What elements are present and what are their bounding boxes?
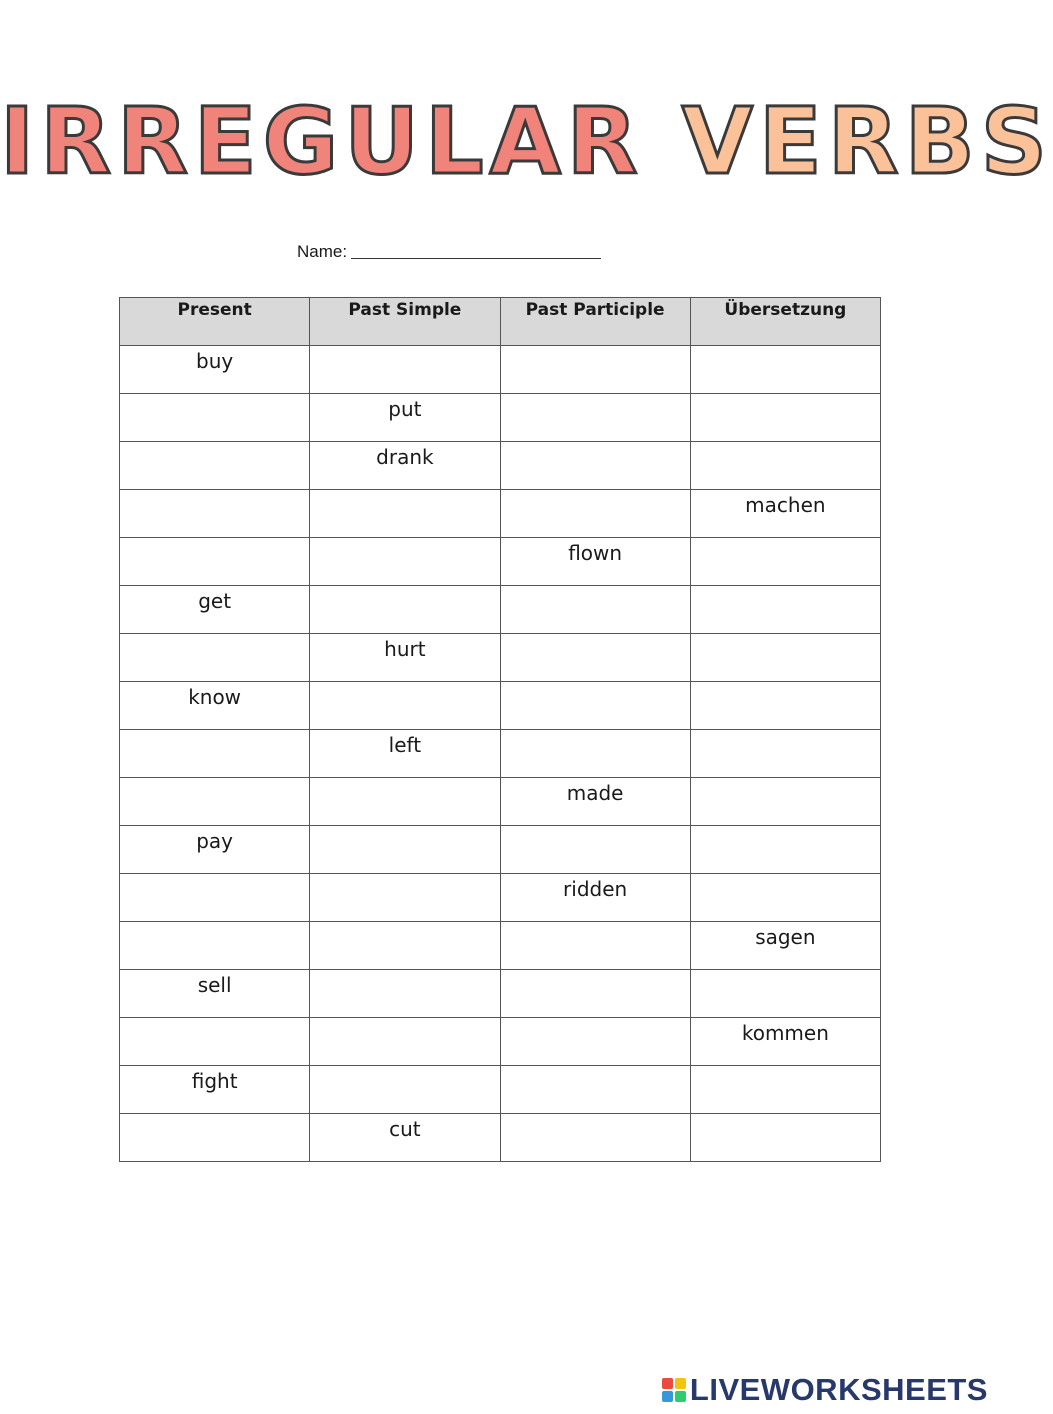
cell-translation[interactable]	[690, 970, 880, 1018]
cell-present[interactable]	[120, 874, 310, 922]
cell-past-participle[interactable]	[500, 1114, 690, 1162]
cell-translation: machen	[690, 490, 880, 538]
cell-present: fight	[120, 1066, 310, 1114]
cell-translation: sagen	[690, 922, 880, 970]
cell-past-participle[interactable]	[500, 826, 690, 874]
cell-past-simple: put	[310, 394, 500, 442]
cell-past-participle[interactable]	[500, 970, 690, 1018]
cell-past-participle: ridden	[500, 874, 690, 922]
cell-past-simple[interactable]	[310, 922, 500, 970]
table-row	[120, 1114, 881, 1162]
table-row	[120, 442, 881, 490]
cell-translation[interactable]	[690, 538, 880, 586]
table-header-row	[120, 298, 881, 346]
cell-translation[interactable]	[690, 1114, 880, 1162]
cell-translation[interactable]	[690, 730, 880, 778]
cell-past-participle[interactable]	[500, 1066, 690, 1114]
table-row	[120, 922, 881, 970]
table-row	[120, 1018, 881, 1066]
cell-past-simple[interactable]	[310, 538, 500, 586]
cell-translation[interactable]	[690, 682, 880, 730]
table-row	[120, 970, 881, 1018]
table-row	[120, 538, 881, 586]
header-translation: Übersetzung	[690, 298, 880, 346]
liveworksheets-logo-icon	[662, 1378, 686, 1402]
cell-present: sell	[120, 970, 310, 1018]
cell-present[interactable]	[120, 538, 310, 586]
cell-past-simple[interactable]	[310, 1066, 500, 1114]
cell-present[interactable]	[120, 490, 310, 538]
header-past-simple: Past Simple	[310, 298, 500, 346]
table-row	[120, 778, 881, 826]
header-past-participle: Past Participle	[500, 298, 690, 346]
cell-past-simple[interactable]	[310, 346, 500, 394]
cell-past-simple: cut	[310, 1114, 500, 1162]
worksheet-title	[0, 88, 1053, 195]
table-row	[120, 682, 881, 730]
table-row	[120, 586, 881, 634]
cell-past-participle[interactable]	[500, 922, 690, 970]
name-label: Name:	[297, 242, 348, 261]
cell-translation[interactable]	[690, 874, 880, 922]
table-row	[120, 874, 881, 922]
cell-past-participle[interactable]	[500, 394, 690, 442]
cell-present[interactable]	[120, 442, 310, 490]
cell-present[interactable]	[120, 1018, 310, 1066]
table-row	[120, 634, 881, 682]
cell-past-simple[interactable]	[310, 1018, 500, 1066]
cell-present: buy	[120, 346, 310, 394]
cell-translation[interactable]	[690, 826, 880, 874]
cell-past-participle[interactable]	[500, 586, 690, 634]
cell-present[interactable]	[120, 1114, 310, 1162]
cell-present[interactable]	[120, 394, 310, 442]
cell-past-simple[interactable]	[310, 778, 500, 826]
cell-translation: kommen	[690, 1018, 880, 1066]
brand-text: LIVEWORKSHEETS	[689, 1372, 988, 1407]
verbs-table	[119, 297, 881, 1162]
cell-past-participle[interactable]	[500, 346, 690, 394]
cell-translation[interactable]	[690, 346, 880, 394]
title-word-verbs: VERBS	[681, 88, 1053, 195]
cell-past-simple: left	[310, 730, 500, 778]
cell-past-simple[interactable]	[310, 682, 500, 730]
name-field-row	[297, 242, 601, 262]
cell-past-participle[interactable]	[500, 730, 690, 778]
cell-present[interactable]	[120, 634, 310, 682]
cell-past-simple[interactable]	[310, 970, 500, 1018]
cell-present[interactable]	[120, 922, 310, 970]
table-row	[120, 730, 881, 778]
table-row	[120, 394, 881, 442]
cell-past-simple[interactable]	[310, 874, 500, 922]
cell-past-participle[interactable]	[500, 1018, 690, 1066]
cell-present: know	[120, 682, 310, 730]
cell-past-simple: drank	[310, 442, 500, 490]
cell-past-simple[interactable]	[310, 586, 500, 634]
table-row	[120, 490, 881, 538]
cell-translation[interactable]	[690, 634, 880, 682]
cell-translation[interactable]	[690, 442, 880, 490]
table-row	[120, 1066, 881, 1114]
cell-past-simple[interactable]	[310, 490, 500, 538]
cell-translation[interactable]	[690, 586, 880, 634]
cell-past-simple: hurt	[310, 634, 500, 682]
cell-present[interactable]	[120, 730, 310, 778]
header-present: Present	[120, 298, 310, 346]
cell-present[interactable]	[120, 778, 310, 826]
cell-present: pay	[120, 826, 310, 874]
title-word-irregular: IRREGULAR	[0, 88, 644, 195]
cell-translation[interactable]	[690, 1066, 880, 1114]
table-body	[120, 346, 881, 1162]
table-row	[120, 346, 881, 394]
cell-past-participle[interactable]	[500, 442, 690, 490]
cell-translation[interactable]	[690, 778, 880, 826]
cell-past-participle: made	[500, 778, 690, 826]
cell-past-simple[interactable]	[310, 826, 500, 874]
liveworksheets-brand	[662, 1370, 988, 1410]
table-row	[120, 826, 881, 874]
cell-past-participle[interactable]	[500, 682, 690, 730]
cell-past-participle: flown	[500, 538, 690, 586]
cell-translation[interactable]	[690, 394, 880, 442]
name-input-line[interactable]	[351, 258, 601, 259]
cell-past-participle[interactable]	[500, 634, 690, 682]
cell-past-participle[interactable]	[500, 490, 690, 538]
cell-present: get	[120, 586, 310, 634]
